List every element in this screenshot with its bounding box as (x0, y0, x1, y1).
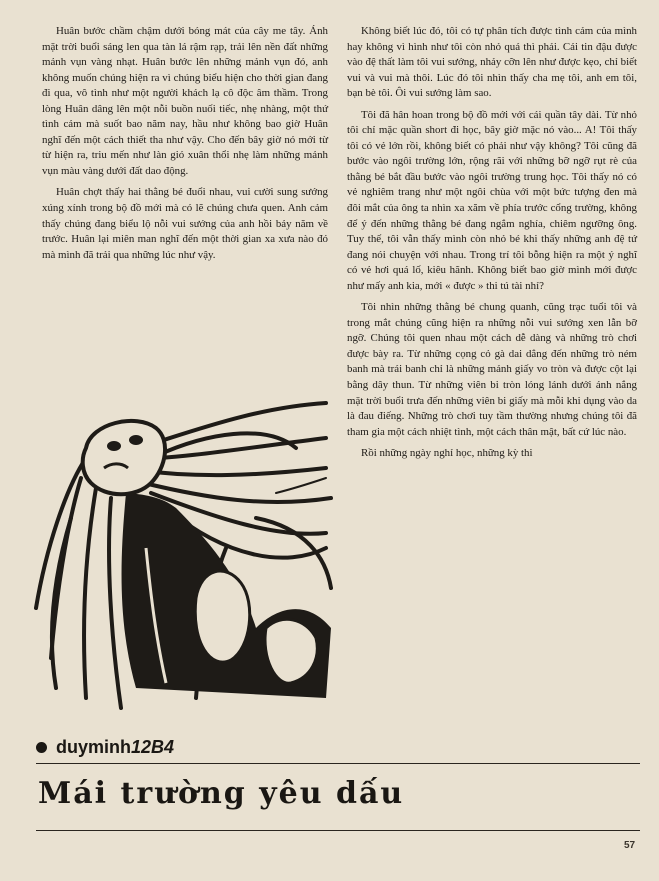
paragraph: Rồi những ngày nghỉ học, những kỳ thi (361, 447, 533, 460)
paragraph: Huân chợt thấy hai thằng bé đuổi nhau, vui cười sung sướng xúng xính trong bộ đồ mới mà có lẽ chúng chưa quen. Anh cảm thấy chúng đang biểu lộ nỗi vui sướng của anh hồi bảy năm về trước. Huân lại miên man nghĩ đến một thời gian xa xưa nào đó mà mình đã trải qua những lúc như vậy. (42, 186, 328, 261)
divider (36, 763, 640, 764)
woodcut-illustration (26, 398, 338, 718)
author-class: 12B4 (131, 737, 175, 757)
bullet-icon (36, 742, 47, 753)
left-text-column (42, 24, 328, 269)
paragraph: Huân bước chầm chậm dưới bóng mát của cây me tây. Ánh mặt trời buổi sáng len qua tàn lá rậm rạp, trải lên nền đất những mảnh vụn vàng nhạt. Huân bước lên những mảnh vụn đó, anh không muốn chúng hiện ra vì chúng biểu hiện cho thời gian đang đi qua, vô tình như một người khách lạ cô độc âm thầm. Trong lòng Huân dâng lên một nỗi buồn nuối tiếc, nhẹ nhàng, một thứ tình cảm mà suốt bao năm nay, hầu như không bao giờ Huân nghĩ đến một cách thiết tha như vậy. Cho đến bây giờ nó mới từ từ hiện ra, triu mến như làn gió xuân thổi nhẹ làm những mảnh vụn màu vàng dưới đất dao động. (42, 25, 328, 177)
paragraph: Không biết lúc đó, tôi có tự phân tích được tình cảm của mình hay không vì hình như tôi còn nhỏ quá thì phải. Cái tin đậu được vào đệ thất làm tôi vui sướng, nhảy cỡn lên như được kẹo, chỉ biết vui và vui mà thôi. Lúc đó tôi nhìn thấy cha mẹ tôi, anh em tôi, bạn bè tôi. Ôi vui sướng làm sao. (347, 25, 637, 100)
paragraph: Tôi đã hân hoan trong bộ đồ mới với cái quần tây dài. Từ nhỏ tôi chỉ mặc quần short đi học, bây giờ mặc nó vào... A! Tôi thấy tôi có vẻ lớn rồi, không biết có phải như vậy không? Tôi cũng đã bước vào ngôi trường lớn, rộng rãi với những bỡ ngỡ rụt rè của thằng bé bắt đầu bước vào ngôi trường trung học. Tôi thấy nó có vẻ nghiêm trang như một ngôi chùa với một bức tượng đen mà đôi mắt của ông ta nhìn xa xăm về phía trước cổng trường, không để ý đến những thằng bé đang ngắm nghía, chiêm ngưỡng ông. Tuy thế, tôi vẫn thấy mình còn nhỏ bé khi thấy những anh đệ tứ đang nói chuyện với nhau. Trong trí tôi bỗng hiện ra một ý nghĩ có vẻ hơi quá lố, kiêu hãnh. Không biết bao giờ mình mới được như mấy anh kia, mới « được » thi tú tài nhỉ? (347, 108, 637, 292)
article-title: Mái trường yêu dấu (38, 776, 405, 811)
author-byline (36, 737, 174, 758)
right-text-column (347, 24, 637, 468)
paragraph: Tôi nhìn những thằng bé chung quanh, cũng trạc tuổi tôi và trong mắt chúng cũng hiện ra những nỗi vui sướng xen lẫn bỡ ngỡ. Chúng tôi quen nhau một cách dễ dàng và những trò chơi được bày ra. Từ những cọng cỏ gà dai dẳng đến những trò ném banh mà trái banh chỉ là những mảnh giấy vo tròn và được cột lại bằng dây thun. Từ những viên bi tròn lóng lánh dưới ánh nắng mặt trời buổi trưa đến những viên bi giấy mà mỗi khi dụng vào da là đau điếng. Những trò chơi tuy tầm thường nhưng chúng tôi đã tham gia một cách nhiệt tình, một cách thân mật, bất cứ lúc nào. (347, 301, 637, 438)
divider (36, 830, 640, 831)
author-name: duyminh (56, 737, 131, 757)
page-number: 57 (624, 840, 636, 851)
